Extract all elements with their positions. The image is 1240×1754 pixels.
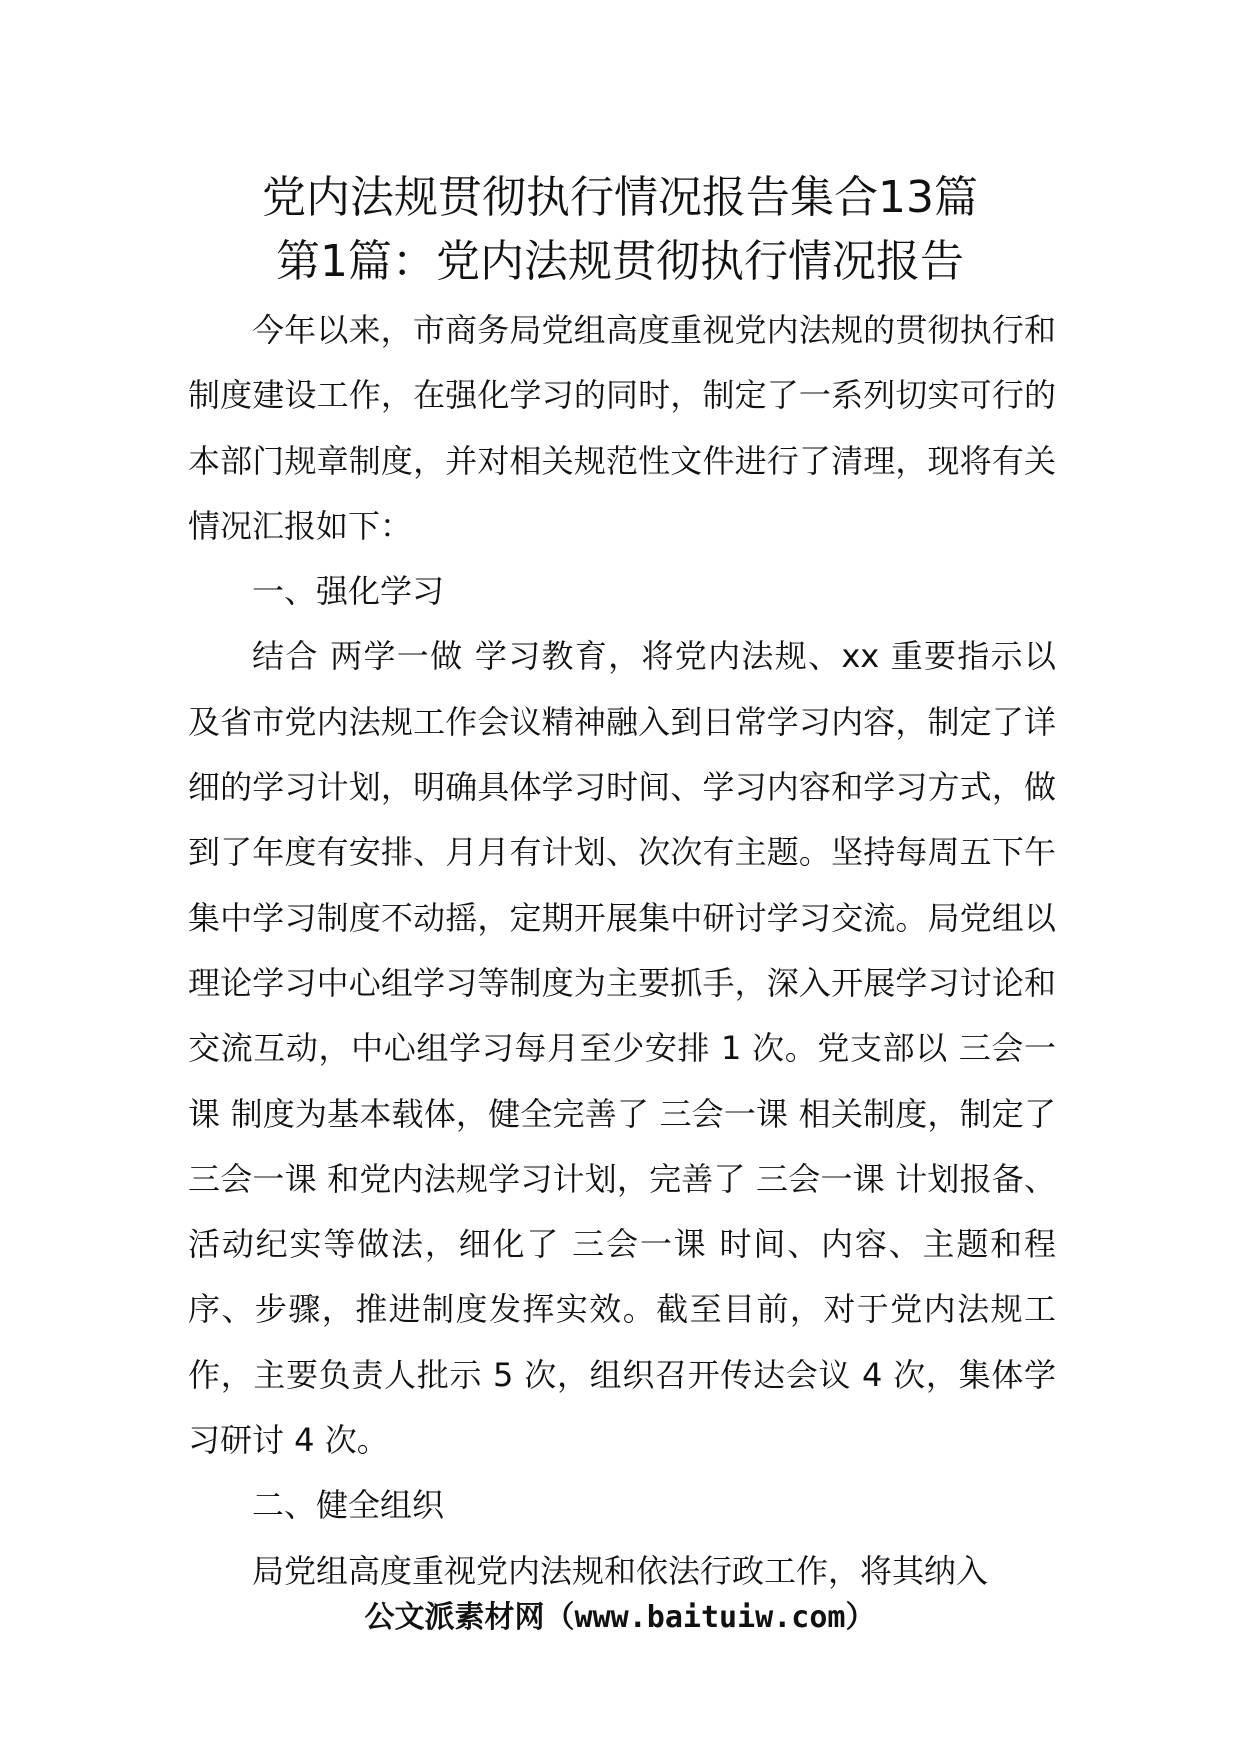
intro-paragraph: 今年以来，市商务局党组高度重视党内法规的贯彻执行和制度建设工作，在强化学习的同时，制定了一系列切实可行的本部门规章制度，并对相关规范性文件进行了清理，现将有关情况汇报如下：	[188, 311, 1056, 545]
section-heading-study: 一、强化学习	[252, 572, 445, 611]
footer-site-url: （www.baituiw.com）	[544, 1600, 876, 1635]
document-subtitle: 第1篇：党内法规贯彻执行情况报告	[276, 236, 964, 287]
study-paragraph: 结合 两学一做 学习教育，将党内法规、xx 重要指示以及省市党内法规工作会议精神融入到日常学习内容，制定了详细的学习计划，明确具体学习时间、学习内容和学习方式，做到了年度有安排、月月有计划、次次有主题。坚持每周五下午集中学习制度不动摇，定期开展集中研讨学习交流。局党组以理论学习中心组学习等制度为主要抓手，深入开展学习讨论和交流互动，中心组学习每月至少安排 1 次。党支部以 三会一课 制度为基本载体，健全完善了 三会一课 相关制度，制定了 三会一课 和党内法规学习计划，完善了 三会一课 计划报备、活动纪实等做法，细化了 三会一课 时间、内容、主题和程序、步骤，推进制度发挥实效。截至目前，对于党内法规工作，主要负责人批示 5 次，组织召开传达会议 4 次，集体学习研讨 4 次。	[188, 637, 1056, 1460]
footer-watermark	[0, 1596, 1240, 1640]
document-title: 党内法规贯彻执行情况报告集合13篇	[262, 172, 978, 223]
footer-site-name: 公文派素材网	[364, 1600, 545, 1635]
section-heading-organization: 二、健全组织	[252, 1486, 445, 1525]
document-body	[188, 298, 1056, 1604]
organization-paragraph: 局党组高度重视党内法规和依法行政工作，将其纳入	[252, 1551, 989, 1590]
